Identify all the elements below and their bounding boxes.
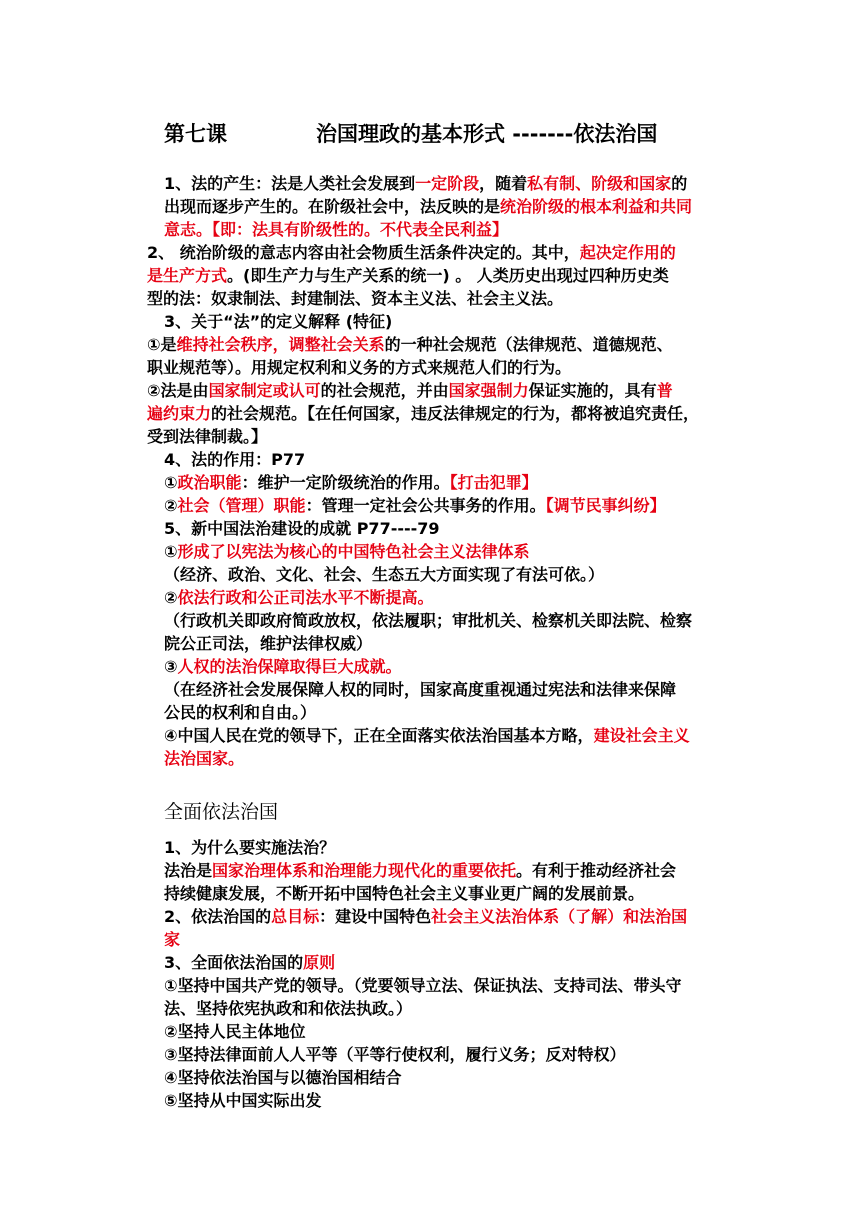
text-line bbox=[147, 357, 571, 379]
text-line bbox=[164, 748, 244, 770]
text-line bbox=[164, 1067, 402, 1089]
text-line bbox=[164, 610, 692, 632]
body-text: 的社会规范，并由 bbox=[320, 381, 449, 400]
body-text: ② bbox=[164, 496, 178, 515]
body-text: 。有利于推动经济社会 bbox=[516, 861, 677, 880]
highlight-text: 统治阶级的根本利益和共同 bbox=[500, 197, 693, 216]
body-text: 法、坚持依宪执政和和依法执政。） bbox=[164, 999, 413, 1018]
body-text: ② bbox=[164, 588, 178, 607]
text-line bbox=[147, 288, 563, 310]
body-text: ：维护一定阶级统治的作用。 bbox=[241, 473, 450, 492]
body-text: 1、为什么要实施法治？ bbox=[164, 838, 336, 857]
text-line bbox=[164, 472, 538, 494]
text-line bbox=[164, 173, 687, 195]
highlight-text: 政治职能 bbox=[177, 473, 242, 492]
body-text: 保证实施的，具有 bbox=[528, 381, 657, 400]
lesson-title: 治国理政的基本形式 -------依法治国 bbox=[316, 122, 658, 146]
body-text: 职业规范等）。用规定权利和义务的方式来规范人们的行为。 bbox=[147, 358, 572, 377]
highlight-text: 意志。【即：法具有阶级性的。不代表全民利益】 bbox=[164, 220, 509, 239]
text-line bbox=[164, 952, 335, 974]
text-line bbox=[164, 975, 682, 997]
text-line bbox=[147, 380, 673, 402]
text-line bbox=[147, 242, 676, 264]
body-text: 3、全面依法治国的 bbox=[164, 953, 304, 972]
text-line bbox=[164, 633, 372, 655]
text-line bbox=[147, 334, 673, 356]
text-line bbox=[164, 495, 666, 517]
highlight-text: 国家制定或认可 bbox=[208, 381, 321, 400]
text-line bbox=[164, 1021, 306, 1043]
highlight-text: 遍约束力 bbox=[147, 404, 212, 423]
body-text: 出现而逐步产生的。在阶级社会中，法反映的是 bbox=[164, 197, 501, 216]
highlight-text: 【调节民事纠纷】 bbox=[545, 496, 666, 515]
highlight-text: 法治国家。 bbox=[164, 749, 245, 768]
body-text: 受到法律制裁。】 bbox=[147, 427, 268, 446]
body-text: （在经济社会发展保障人权的同时，国家高度重视通过宪法和法律来保障 bbox=[164, 680, 677, 699]
body-text: 4、法的作用：P77 bbox=[164, 450, 306, 469]
body-text: ，随着 bbox=[479, 174, 528, 193]
body-text: ④中国人民在党的领导下，正在全面落实依法治国基本方略， bbox=[164, 726, 594, 745]
text-line bbox=[164, 998, 412, 1020]
body-text: 型的法：奴隶制法、封建制法、资本主义法、社会主义法。 bbox=[147, 289, 564, 308]
highlight-text: 起决定作用的 bbox=[579, 243, 676, 262]
highlight-text: 普 bbox=[656, 381, 673, 400]
highlight-text: 社会主义法治体系（了解）和法治国 bbox=[431, 907, 688, 926]
highlight-text: 国家治理体系和治理能力现代化的重要依托 bbox=[212, 861, 517, 880]
body-text: 1、法的产生：法是人类社会发展到 bbox=[164, 174, 416, 193]
body-text: 持续健康发展，不断开拓中国特色社会主义事业更广阔的发展前景。 bbox=[164, 884, 645, 903]
highlight-text: 总目标 bbox=[271, 907, 320, 926]
highlight-text: 建设社会主义 bbox=[593, 726, 690, 745]
body-text: ⑤坚持从中国实际出发 bbox=[164, 1091, 322, 1110]
text-line bbox=[164, 1090, 322, 1112]
highlight-text: 国家强制力 bbox=[448, 381, 529, 400]
highlight-text: 维持社会秩序，调整社会关系 bbox=[176, 335, 385, 354]
body-text: 的 bbox=[671, 174, 688, 193]
body-text: ②坚持人民主体地位 bbox=[164, 1022, 306, 1041]
lesson-number: 第七课 bbox=[164, 122, 227, 146]
text-line bbox=[147, 403, 699, 425]
text-line bbox=[164, 725, 690, 747]
body-text: ：建设中国特色 bbox=[319, 907, 432, 926]
text-line bbox=[164, 702, 316, 724]
highlight-text: 是生产方式 bbox=[147, 266, 228, 285]
body-text: ③坚持法律面前人人平等（平等行使权利，履行义务；反对特权） bbox=[164, 1045, 626, 1064]
highlight-text: 形成了以宪法为核心的中国特色社会主义法律体系 bbox=[177, 542, 530, 561]
body-text: 2、 统治阶级的意志内容由社会物质生活条件决定的。其中， bbox=[147, 243, 580, 262]
highlight-text: 依法行政和公正司法水平不断提高。 bbox=[177, 588, 434, 607]
text-line bbox=[164, 311, 392, 333]
text-line bbox=[164, 219, 508, 241]
text-line bbox=[164, 449, 305, 471]
text-line bbox=[164, 1044, 626, 1066]
section-heading: 全面依法治国 bbox=[164, 801, 279, 823]
highlight-text: 人权的法治保障取得巨大成就。 bbox=[177, 657, 402, 676]
text-line bbox=[164, 906, 687, 928]
body-text: ：管理一定社会公共事务的作用。 bbox=[305, 496, 546, 515]
text-line bbox=[164, 564, 604, 586]
highlight-text: 社会（管理）职能 bbox=[177, 496, 306, 515]
text-line bbox=[164, 587, 434, 609]
text-line bbox=[164, 196, 692, 218]
text-line bbox=[164, 837, 335, 859]
body-text: 公民的权利和自由。） bbox=[164, 703, 317, 722]
body-text: ① bbox=[164, 542, 178, 561]
text-line bbox=[164, 883, 644, 905]
text-line bbox=[164, 860, 676, 882]
text-line bbox=[164, 656, 402, 678]
text-line bbox=[147, 426, 267, 448]
body-text: （经济、政治、文化、社会、生态五大方面实现了有法可依。） bbox=[164, 565, 605, 584]
body-text: ①坚持中国共产党的领导。（党要领导立法、保证执法、支持司法、带头守 bbox=[164, 976, 682, 995]
body-text: 。(即生产力与生产关系的统一) 。 人类历史出现过四种历史类 bbox=[227, 266, 669, 285]
text-line bbox=[164, 679, 676, 701]
highlight-text: 一定阶段 bbox=[415, 174, 480, 193]
body-text: ① bbox=[164, 473, 178, 492]
highlight-text: 家 bbox=[164, 930, 181, 949]
highlight-text: 原则 bbox=[303, 953, 336, 972]
text-line bbox=[164, 929, 180, 951]
body-text: ②法是由 bbox=[147, 381, 209, 400]
body-text: 法治是 bbox=[164, 861, 213, 880]
highlight-text: 【打击犯罪】 bbox=[449, 473, 538, 492]
body-text: （行政机关即政府简政放权，依法履职；审批机关、检察机关即法院、检察 bbox=[164, 611, 693, 630]
body-text: 的一种社会规范（法律规范、道德规范、 bbox=[384, 335, 673, 354]
body-text: ①是 bbox=[147, 335, 177, 354]
body-text: 3、关于“法”的定义解释 (特征) bbox=[164, 312, 393, 331]
body-text: 的社会规范。【在任何国家，违反法律规定的行为，都将被追究责任， bbox=[211, 404, 700, 423]
body-text: 2、依法治国的 bbox=[164, 907, 272, 926]
body-text: 院公正司法，维护法律权威） bbox=[164, 634, 373, 653]
text-line bbox=[164, 518, 440, 540]
text-line bbox=[164, 541, 530, 563]
highlight-text: 私有制、阶级和国家 bbox=[527, 174, 672, 193]
body-text: ③ bbox=[164, 657, 178, 676]
text-line bbox=[147, 265, 669, 287]
body-text: 5、新中国法治建设的成就 P77----79 bbox=[164, 519, 440, 538]
body-text: ④坚持依法治国与以德治国相结合 bbox=[164, 1068, 402, 1087]
